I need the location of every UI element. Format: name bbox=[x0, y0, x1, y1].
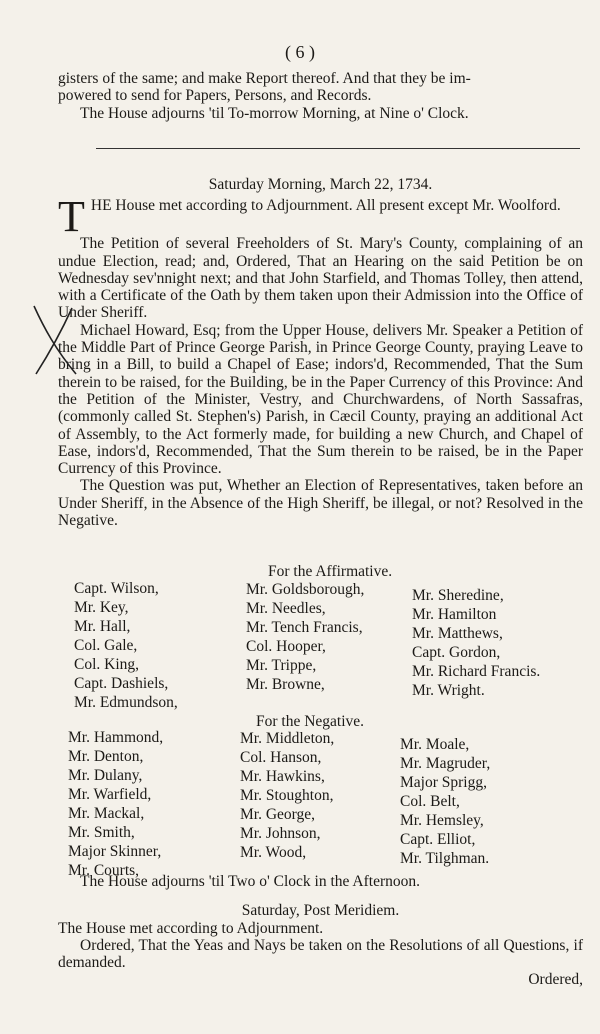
ordered-paragraph: Ordered, That the Yeas and Nays be taken on the Resolutions of all Questions, if demanded. bbox=[58, 936, 583, 972]
opening-paragraph bbox=[58, 192, 583, 242]
vote-name: Col. Belt, bbox=[400, 793, 460, 810]
vote-name: Mr. Hall, bbox=[74, 618, 131, 635]
vote-name: Mr. Key, bbox=[74, 599, 129, 616]
affirmative-col-1 bbox=[74, 579, 178, 712]
question-paragraph: The Question was put, Whether an Election of Representatives, taken before an Under Sheriff, in the Absence of the High Sheriff, be illegal, or not? Resolved in the Negative. bbox=[58, 477, 583, 530]
vote-name: Mr. Trippe, bbox=[246, 657, 317, 674]
vote-name: Mr. Johnson, bbox=[240, 825, 321, 842]
adjournment-note-1: The House adjourns 'til To-morrow Morning, at Nine o' Clock. bbox=[80, 104, 469, 122]
opening-continuation bbox=[58, 70, 583, 122]
opening-text: HE House met according to Adjournment. All present except Mr. Woolford. bbox=[90, 197, 561, 215]
catchword: Ordered, bbox=[528, 971, 583, 989]
vote-name: Mr. Middleton, bbox=[240, 730, 335, 747]
vote-name: Mr. Courts, bbox=[68, 862, 140, 879]
vote-name: Mr. Tilghman. bbox=[400, 850, 490, 867]
vote-name: Mr. Smith, bbox=[68, 824, 135, 841]
section-divider bbox=[96, 148, 580, 149]
page-number: ( 6 ) bbox=[285, 42, 315, 62]
negative-heading: For the Negative. bbox=[256, 713, 365, 730]
affirmative-col-3 bbox=[412, 586, 540, 700]
vote-name: Capt. Elliot, bbox=[400, 831, 476, 848]
vote-name: Mr. Warfield, bbox=[68, 786, 152, 803]
affirmative-heading: For the Affirmative. bbox=[268, 563, 393, 580]
vote-name: Mr. Sheredine, bbox=[412, 587, 504, 604]
handwritten-x-mark bbox=[26, 300, 86, 380]
vote-name: Mr. Tench Francis, bbox=[246, 619, 363, 636]
vote-name: Mr. Edmundson, bbox=[74, 694, 178, 711]
vote-name: Mr. Needles, bbox=[246, 600, 326, 617]
proceedings-section bbox=[58, 176, 583, 529]
vote-name: Mr. Moale, bbox=[400, 736, 470, 753]
afternoon-heading: Saturday, Post Meridiem. bbox=[241, 902, 400, 920]
vote-name: Mr. Browne, bbox=[246, 676, 325, 693]
vote-name: Col. King, bbox=[74, 656, 140, 673]
vote-name: Col. Hanson, bbox=[240, 749, 322, 766]
vote-name: Mr. Magruder, bbox=[400, 755, 491, 772]
vote-name: Mr. Richard Francis. bbox=[412, 663, 541, 680]
vote-name: Mr. Hamilton bbox=[412, 606, 497, 623]
negative-col-1 bbox=[68, 728, 163, 880]
negative-col-3 bbox=[400, 735, 490, 868]
negative-col-2 bbox=[240, 729, 334, 862]
vote-name: Mr. Stoughton, bbox=[240, 787, 334, 804]
vote-name: Major Sprigg, bbox=[400, 774, 487, 791]
adjournment-note-2: The House adjourns 'til Two o' Clock in the Afternoon. bbox=[80, 873, 421, 890]
vote-name: Mr. Dulany, bbox=[68, 767, 143, 784]
vote-name: Capt. Gordon, bbox=[412, 644, 501, 661]
vote-name: Major Skinner, bbox=[68, 843, 162, 860]
vote-name: Mr. Mackal, bbox=[68, 805, 145, 822]
vote-name: Mr. Hemsley, bbox=[400, 812, 484, 829]
session-heading: Saturday Morning, March 22, 1734. bbox=[208, 176, 433, 193]
vote-name: Col. Gale, bbox=[74, 637, 138, 654]
vote-name: Mr. Wright. bbox=[412, 682, 485, 699]
vote-name: Col. Hooper, bbox=[246, 638, 326, 655]
drop-cap: T bbox=[58, 192, 85, 242]
continuation-line-2: powered to send for Papers, Persons, and Records. bbox=[58, 87, 372, 105]
vote-name: Mr. Denton, bbox=[68, 748, 144, 765]
vote-name: Mr. Matthews, bbox=[412, 625, 503, 642]
vote-name: Capt. Wilson, bbox=[74, 580, 159, 597]
petition-paragraph-1: The Petition of several Freeholders of St. Mary's County, complaining of an undue Election, read; and, Ordered, That an Hearing on the said Petition be on Wednesday sev'nnight next; and that John Starfield, and Thomas Tolley, then attend, with a Certificate of the Oath by them taken upon their Admission into the Office of Under Sheriff. bbox=[58, 235, 583, 322]
vote-name: Mr. George, bbox=[240, 806, 316, 823]
vote-name: Mr. Hawkins, bbox=[240, 768, 325, 785]
vote-name: Mr. Wood, bbox=[240, 844, 307, 861]
vote-name: Capt. Dashiels, bbox=[74, 675, 169, 692]
afternoon-section bbox=[58, 873, 583, 989]
vote-name: Mr. Goldsborough, bbox=[246, 581, 365, 598]
vote-name: Mr. Hammond, bbox=[68, 729, 164, 746]
petition-paragraph-2: Michael Howard, Esq; from the Upper House, delivers Mr. Speaker a Petition of the Middle Part of Prince George Parish, in Prince George County, praying Leave to bring in a Bill, to build a Chapel of Ease; indors'd, Recommended, That the Sum therein to be raised, for the Building, be in the Paper Currency of this Province: And the Petition of the Minister, Vestry, and Churchwardens, of North Sassafras, (commonly called St. Stephen's) Parish, in Cæcil County, praying an additional Act of Assembly, to the Act formerly made, for building a new Church, and Chapel of Ease, indors'd, Recommended, That the Sum therein to be raised, be in the Paper Currency of this Province. bbox=[58, 321, 583, 478]
continuation-line-1: gisters of the same; and make Report thereof. And that they be im- bbox=[58, 70, 471, 87]
house-met-line: The House met according to Adjournment. bbox=[58, 919, 324, 937]
affirmative-col-2 bbox=[246, 580, 364, 694]
